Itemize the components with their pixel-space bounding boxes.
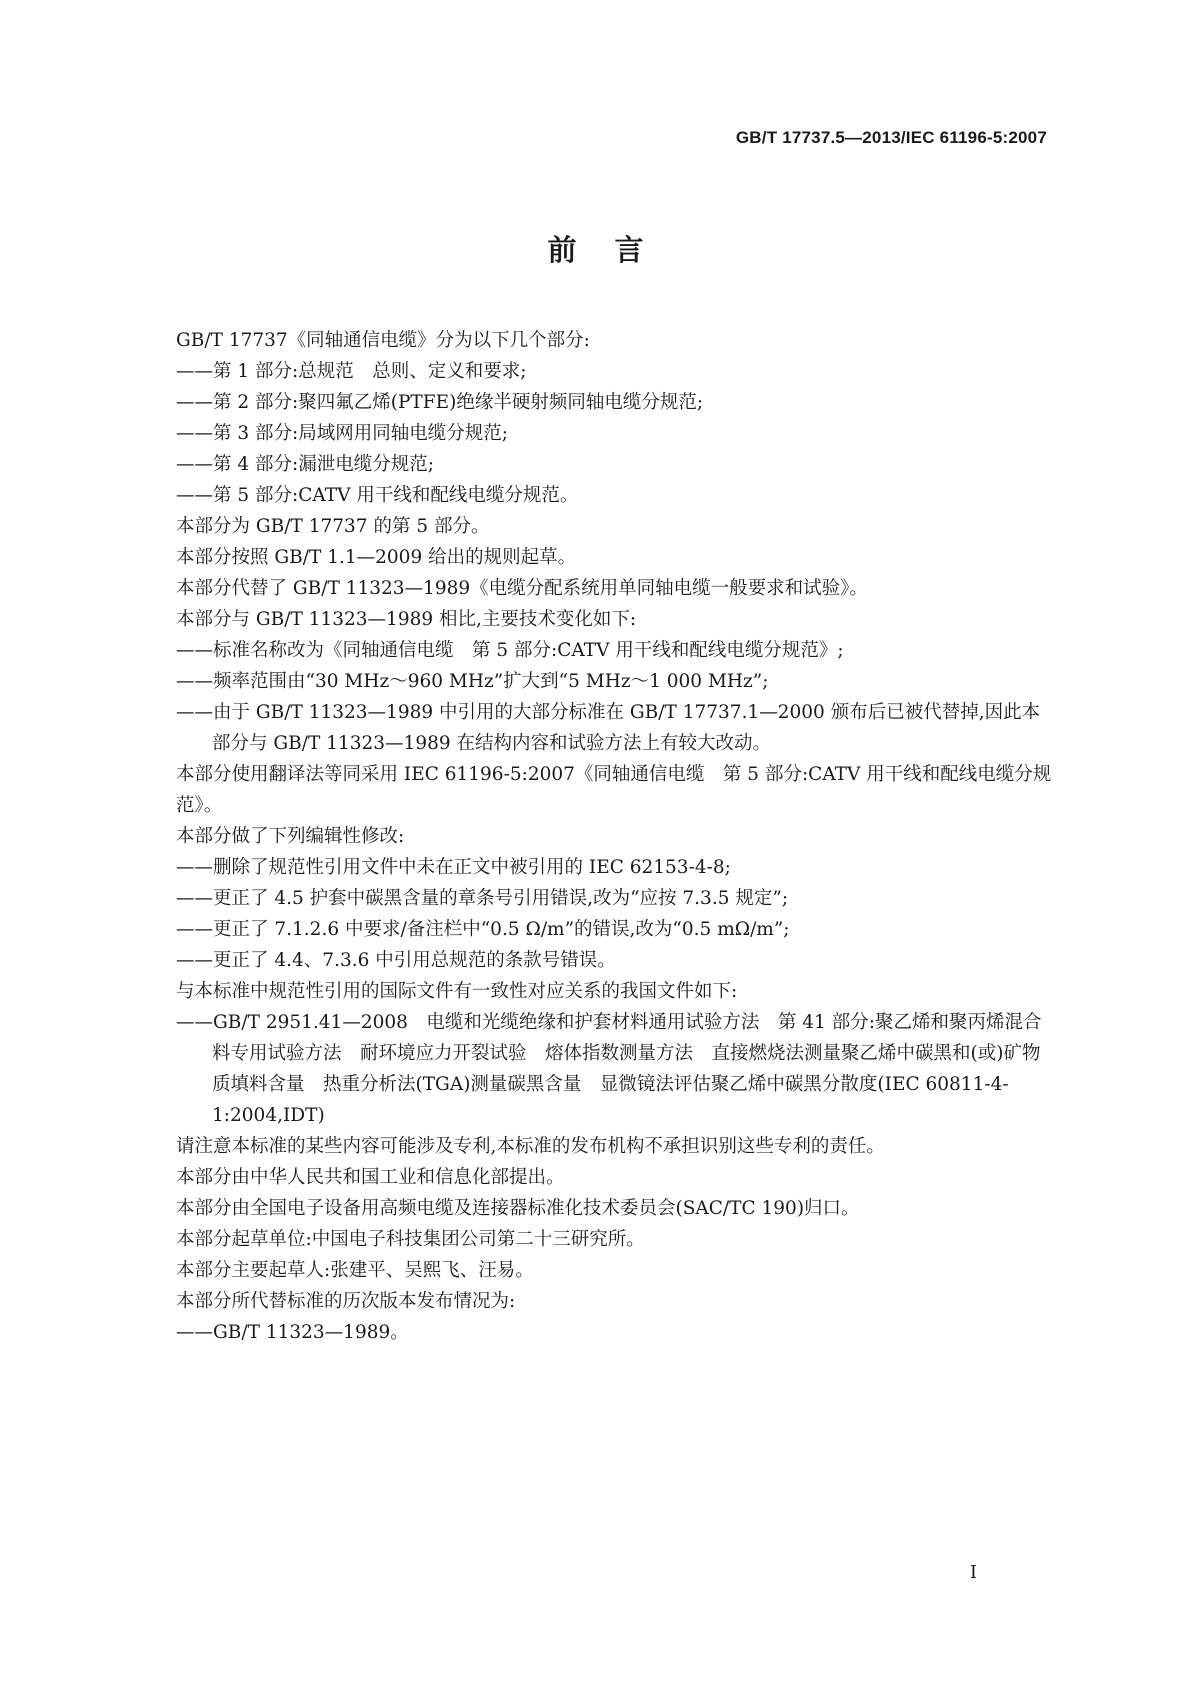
page-title: 前言 xyxy=(547,233,682,267)
foreword-body xyxy=(176,325,1052,1348)
list-item-part-3: ——第 3 部分:局域网用同轴电缆分规范; xyxy=(176,423,508,444)
paragraph-drafting-unit: 本部分起草单位:中国电子科技集团公司第二十三研究所。 xyxy=(176,1229,645,1250)
list-item-edit-3: ——更正了 7.1.2.6 中要求/备注栏中“0.5 Ω/m”的错误,改为“0.5 mΩ/m”; xyxy=(176,919,790,940)
paragraph-patent-notice: 请注意本标准的某些内容可能涉及专利,本标准的发布机构不承担识别这些专利的责任。 xyxy=(176,1136,885,1157)
list-item-part-2: ——第 2 部分:聚四氟乙烯(PTFE)绝缘半硬射频同轴电缆分规范; xyxy=(176,392,704,413)
list-item-edit-2: ——更正了 4.5 护套中碳黑含量的章条号引用错误,改为“应按 7.3.5 规定”; xyxy=(176,888,789,909)
paragraph-adoption-text: 本部分使用翻译法等同采用 IEC 61196-5:2007《同轴通信电缆 第 5 部分:CATV 用干线和配线电缆分规范》。 xyxy=(176,764,1052,816)
paragraph-history-intro: 本部分所代替标准的历次版本发布情况为: xyxy=(176,1291,516,1312)
list-item-part-4: ——第 4 部分:漏泄电缆分规范; xyxy=(176,454,434,475)
paragraph-centralized-by: 本部分由全国电子设备用高频电缆及连接器标准化技术委员会(SAC/TC 190)归口。 xyxy=(176,1198,860,1219)
paragraph-corresponding-docs: 与本标准中规范性引用的国际文件有一致性对应关系的我国文件如下: xyxy=(176,981,738,1002)
paragraph-proposed-by: 本部分由中华人民共和国工业和信息化部提出。 xyxy=(176,1167,565,1188)
list-item-edit-4: ——更正了 4.4、7.3.6 中引用总规范的条款号错误。 xyxy=(176,950,616,971)
paragraph-adoption xyxy=(176,759,1052,821)
paragraph-drafters: 本部分主要起草人:张建平、吴熙飞、汪易。 xyxy=(176,1260,534,1281)
list-item-change-structure: ——由于 GB/T 11323—1989 中引用的大部分标准在 GB/T 17737.1—2000 颁布后已被代替掉,因此本部分与 GB/T 11323—1989 在结构内容和试验方法上有较大改动。 xyxy=(176,702,1041,754)
paragraph-part-number: 本部分为 GB/T 17737 的第 5 部分。 xyxy=(176,516,490,537)
list-item-change-frequency: ——频率范围由“30 MHz～960 MHz”扩大到“5 MHz～1 000 MHz”; xyxy=(176,671,769,692)
paragraph-editorial-intro: 本部分做了下列编辑性修改: xyxy=(176,826,405,847)
list-item-change-name: ——标准名称改为《同轴通信电缆 第 5 部分:CATV 用干线和配线电缆分规范》; xyxy=(176,640,844,661)
paragraph-replaces: 本部分代替了 GB/T 11323—1989《电缆分配系统用单同轴电缆一般要求和试验》。 xyxy=(176,578,868,599)
page-number: I xyxy=(969,1562,977,1583)
list-item-part-1: ——第 1 部分:总规范 总则、定义和要求; xyxy=(176,361,527,382)
list-item-part-5: ——第 5 部分:CATV 用干线和配线电缆分规范。 xyxy=(176,485,579,506)
paragraph-tech-changes: 本部分与 GB/T 11323—1989 相比,主要技术变化如下: xyxy=(176,609,637,630)
paragraph-parts-intro: GB/T 17737《同轴通信电缆》分为以下几个部分: xyxy=(176,330,590,351)
list-item-history-1: ——GB/T 11323—1989。 xyxy=(176,1322,409,1343)
standard-code-header: GB/T 17737.5—2013/IEC 61196-5:2007 xyxy=(735,128,1047,147)
list-item-edit-1: ——删除了规范性引用文件中未在正文中被引用的 IEC 62153-4-8; xyxy=(176,857,731,878)
paragraph-drafting-rules: 本部分按照 GB/T 1.1—2009 给出的规则起草。 xyxy=(176,547,577,568)
list-item-gb-2951: ——GB/T 2951.41—2008 电缆和光缆绝缘和护套材料通用试验方法 第 41 部分:聚乙烯和聚丙烯混合料专用试验方法 耐环境应力开裂试验 熔体指数测量方法 直接燃烧法测量聚乙烯中碳黑和(或)矿物质填料含量 热重分析法(TGA)测量碳黑含量 显微镜法评估聚乙烯中碳黑分散度(IEC 60811-4-1:2004,IDT) xyxy=(176,1012,1042,1126)
